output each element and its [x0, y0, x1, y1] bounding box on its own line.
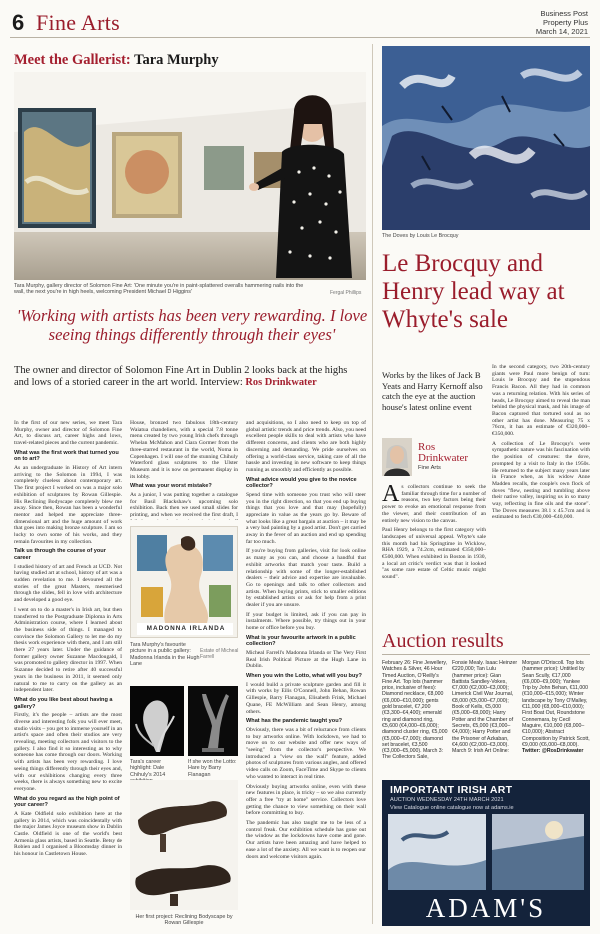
interview-question: When you win the Lotto, what will you buy?: [246, 673, 362, 680]
drop-cap: A: [382, 484, 400, 507]
auction-body-column-1: [382, 484, 486, 622]
author-role: Fine Arts: [418, 465, 441, 471]
interview-question: What do you like best about having a gallery?: [14, 696, 113, 710]
bronze-sculpture-illustration: [130, 780, 238, 910]
madonna-irlanda-illustration: [131, 527, 238, 638]
auction-standfirst: Works by the likes of Jack B Yeats and Harry Kernoff also catch the eye at the auction house's latest online event: [382, 370, 483, 412]
interview-question: What do you regard as the high point of your career?: [14, 795, 120, 809]
masthead-paper: Business Post: [540, 9, 588, 18]
interview-paragraph: Obviously buying artworks online, even with these new features in place, is tricky – so we also currently offer a free "try at home" service. Collectors love getting the chance to view something on their wall before committing to buy.: [246, 783, 366, 817]
masthead: [536, 9, 588, 36]
madonna-credit: Estate of Micheal Farrell: [200, 648, 239, 660]
interview-question: What advice would you give to the novice collector?: [246, 476, 357, 490]
feature-standfirst: [14, 365, 362, 390]
feature-column-3: [246, 420, 366, 925]
adams-advert[interactable]: [382, 780, 590, 926]
interview-question: What has the pandemic taught you?: [246, 718, 343, 725]
feature-column-1: [14, 420, 122, 925]
doves-caption: The Doves by Louis Le Brocquy: [382, 233, 459, 239]
interview-paragraph: I went on to do a master's in Irish art, but then transferred to the Postgraduate Diploma in Arts Administration course, where I learned about the business side of things. I managed to convince the Solomon Gallery to let me do my thesis work experience with them, and I am still there 27 years later. Under the guidance of former gallery owner Suzanne Macdougald, I was promoted to gallery director in 1997. When Suzanne decided to retire after 40 successful years in the business in 2011, it seemed only natural to me to carry on the gallery as an independent later.: [14, 606, 122, 694]
standfirst-text: The owner and director of Solomon Fine Art in Dublin 2 looks back at the highs and lows of a storied career in the art world. Interview:: [14, 365, 348, 389]
madonna-caption: Tara Murphy's favourite picture in a public gallery: Madonna Irlanda in the Hugh Lane: [130, 642, 200, 668]
interview-paragraph: Firstly, it's the people – artists are the most diverse and interesting folk you will ever meet, studio visits – you get to immerse yourself in an artist's space and often their studios are very revealing, meeting collectors and visitors to the gallery. I also find it so interesting as to why someone has come through our doors. Working with artists has been very rewarding. I love seeing things differently through their eyes and, with our exhibitions changing every three weeks, there is always something new to excite everyone.: [14, 712, 122, 792]
interview-paragraph: and acquisitions, so I also need to keep on top of global artistic trends and price trends. Also, you need excellent people skills to deal with artists who have different concerns, and clients who are both highly discerning and demanding. We pride ourselves on offering a world-class service, taking care of all the hassle and investing in new software to keep things running as smoothly and efficiently as possible.: [246, 420, 366, 473]
adams-logo: ADAM'S: [425, 893, 547, 923]
auction-body-4: A collection of Le Brocquy's were sympathetic nature was his fascination with the position of creatures: the dove, prompted by a visit to Italy in the 1950s. He returned to the subject many years later in France when, as his widow Anne Madden recalls, the couple's own flock of doves "flew, nesting and tumbling above their native valley, inspiring us in so many way, reflecting in fine oils and the stone". The Doves measures 38.1 x 45.7cm and is estimated to fetch €30,000–€40,000.: [492, 440, 590, 521]
page-header: [10, 8, 590, 38]
auction-twitter: Twitter: @RosDrinkwater: [522, 748, 584, 755]
auction-results-text-3: Morgan O'Driscoll. Top lots (hammer price): Untitled by Sean Scully, €17,000 (€6,000–€9,000); Yankee Trip by John Behan, €11,000 (€10,000–€15,000); Winter landscape by Tony O'Malley, €11,000 (€8,000–€10,000); First Boat Out, Roundstone Connemara, by Cecil Maguire, €10,000 (€8,000–€10,000); Abstract Composition by Patrick Scott, €9,000 (€6,000–€8,000).: [522, 660, 590, 748]
main-photo-caption: Tara Murphy, gallery director of Solomon Fine Art: 'One minute you're in paint-splattered overalls hammering nails into the wall, the next you're in high heels, welcoming President Michael D Higgins': [14, 283, 304, 296]
auction-headline: Le Brocquy and Henry lead way at Whyte's sale: [382, 250, 565, 333]
pull-quote: 'Working with artists has been very rewarding. I love seeing things differently through their eyes': [16, 306, 368, 344]
author-byline: [382, 438, 486, 478]
author-first-name: Ros: [418, 441, 436, 453]
hare-photo: [188, 686, 238, 756]
masthead-supplement: Property Plus: [542, 18, 588, 27]
advert-date: AUCTION WEDNESDAY 24TH MARCH 2021: [390, 797, 504, 803]
doves-painting-illustration: [382, 46, 590, 230]
interview-paragraph: Spend time with someone you trust who will steer you in the right direction, so that you end up buying things that you love and that may (hopefully) appreciate in value as the years go by. Beware of what looks like a great bargain at auction – it may be a very bad painting by a good artist. Don't get carried away in the fever of an auction and end up spending far too much.: [246, 491, 366, 545]
interview-paragraph: If your budget is limited, ask if you can pay in instalments. Where possible, try things out in your home or office before you buy.: [246, 611, 366, 632]
feature-column-2: [130, 420, 238, 520]
main-photo: [14, 72, 366, 280]
kicker-name: Tara Murphy: [134, 52, 219, 68]
page-number: 6: [12, 10, 25, 35]
gallery-interior-illustration: [14, 72, 366, 280]
auction-results-column-3: [522, 660, 590, 776]
column-divider: [372, 44, 373, 924]
interview-question: What was the first work that turned you on to art?: [14, 449, 119, 463]
auction-body-column-2: [492, 364, 590, 622]
auction-results-column-2: Fonsie Mealy. Isaac Heinzer €220,000; Tan Lulu (hammer price): Gian Battista Sandley-Vokes, €7,000 (€2,000–€3,000); Limerick Civil War Journal, €8,000 (€5,000–€7,000); Book of Kells, €5,000 (€5,000–€8,000); Harry Potter and the Chamber of Secrets, €5,000 (€3,000–€4,000); Harry Potter and the Prisoner of Azkaban, €4,600 (€2,000–€3,000). March 9: Irish Art Online:: [452, 660, 518, 755]
auction-results-rule: [382, 654, 590, 655]
auction-body-1: s collectors continue to seek the familiar through time for a number of reasons, two key factors being their power to evoke an emotional response from the viewer, and their contribution of an entirely new vision to the canvas.: [382, 484, 486, 524]
interview-paragraph: A Kate Oldfield solo exhibition here at the gallery in 2014, which was coincidentally with the major James Joyce museum show in Dublin Castle. Oldfield is one of the world's best Armenia glass artists, based in Seattle. Betsy de Robien and I organised a Bloomsday dinner in his honour in Castletown House.: [14, 810, 122, 858]
interview-question: What is your favourite artwork in a public collection?: [246, 634, 356, 648]
author-photo: [382, 438, 412, 476]
chihuly-photo: [130, 686, 184, 756]
interview-paragraph: As a junior, I was putting together a catalogue for Basil Blackshaw's upcoming solo exhibition. Back then we used small slides for printing, and when we received the first draft, I: [130, 491, 238, 519]
interview-paragraph: The pandemic has also taught me to be less of a control freak. Our exhibition schedule has gone out the window as the lockdowns have come and gone. Our artists have been amazing and have helped to ease a lot of the anxiety. All we want is to reopen our doors and welcome visitors again.: [246, 820, 366, 860]
advert-title: IMPORTANT IRISH ART: [390, 784, 513, 796]
interview-paragraph: I would build a private sculpture garden and fill it with works by Eilis O'Connell, John Behan, Rowan Gillespie, Barry Flanagan, Elisabeth Frink, Michael Quane, FE McWilliam and Sean Henry, among others.: [246, 681, 366, 715]
chihuly-caption: Tara's career highlight: Dale Chihuly's 2014: [130, 759, 166, 778]
main-photo-credit: Fergal Phillips: [330, 290, 362, 296]
interview-paragraph: Obviously, there was a bit of reluctance from clients to buy artworks online. With lockdown, we had to move on to our website and offer new ways of "seeing" from the collector's perspective. We introduced a "view on the wall" feature, added photos of sculptures from various angles, and offered video calls on Zoom, FaceTime and Skype to clients who wanted to interact in real time.: [246, 726, 366, 780]
auction-results-column-1: February 26: Fine Jewellery, Watches & Silver, 46 Hour Timed Auction, O'Reilly's Fine Art. Top lots (hammer price, inclusive of fees): Diamond necklace, €8,000 (€6,000–€10,000); gents gold bracelet, €7,200 (€3,300–€4,400); emerald ring and diamond ring, €5,600 (€4,000–€6,000); diamond cluster ring, €5,000 (€5,000–€7,000); diamond set bracelet, €3,500 (€3,000–€5,000). March 3: The Collectors Sale,: [382, 660, 448, 761]
masthead-date: March 14, 2021: [535, 27, 588, 36]
bodyscape-photo: [130, 780, 238, 910]
author-last-name: Drinkwater: [418, 452, 469, 464]
auction-body-3: In the second category, two 20th-century giants were Paul more benign of turn: Louis le Brocquy and the stupendous Francis Bacon. All they had in common was a returning relation. With his series of heads, Le Brocquy aimed to reveal the man behind the physical mask, and his image of Bacon captured that tortured soul as no other artist has done. Measuring 75 x 76cm, it has an estimate of €320,000–€350,000.: [492, 364, 590, 438]
section-title: Fine Arts: [36, 10, 120, 35]
interview-paragraph: I studied history of art and French at UCD. Not having studied art at school, history of art was a sudden revelation to me. I devoured all the stories of the great Masters, mesmerised through the slides, fell in love with architecture and developed a good eye.: [14, 563, 122, 604]
author-name: [418, 442, 468, 464]
interview-paragraph: In the first of our new series, we meet Tara Murphy, owner and director of Solomon Fine Art, to discuss art, career highs and lows, travel-related pieces and the current pandemic.: [14, 420, 122, 447]
painting-label: MADONNA IRLANDA: [146, 625, 226, 632]
feature-kicker: [14, 52, 219, 69]
interview-question: What was your worst mistake?: [130, 483, 212, 490]
bodyscape-caption: Her first project: Reclining Bodyscape by Rowan Gillespie: [135, 914, 233, 927]
interview-paragraph: If you're buying from galleries, visit for look online as many as you can, and choose a handful that exhibit artworks that match your taste. Build a relationship with some of the longer-established dealers – their advice and expertise are invaluable. Go to openings and talk to other collectors and artists. When buying prints, stick to smaller editions by established artists or ask for help from a print dealer if you are unsure.: [246, 548, 366, 609]
interview-question: Talk us through the course of your career: [14, 548, 106, 562]
standfirst-byline: Ros Drinkwater: [245, 377, 317, 389]
interview-paragraph: House, bronzed two fabulous 18th-century Waiatua chandeliers, with a special 7.8 tonne menu created by two young Irish chefs through Whelan McMahon and Ciara Gormer from the three-starred restaurant in the world, Noma in Copenhagen. I will one of the stunning Chihuly Waterford glass sculptures to the Ulster Museum and it is now on permanent display in its lobby.: [130, 420, 238, 480]
madonna-irlanda-photo: [130, 526, 238, 638]
doves-painting: [382, 46, 590, 230]
author-portrait-illustration: [382, 438, 412, 476]
kicker-series: Meet the Gallerist:: [14, 52, 131, 68]
hare-sculpture-illustration: [188, 686, 238, 756]
hare-caption: If she won the Lotto: Hare by Barry Flanagan: [188, 759, 237, 778]
glass-sculpture-illustration: [130, 686, 184, 756]
auction-body-2: Paul Henry belongs to the first category with landscapes of universal appeal. Whyte's sale this month had his Springtime in Wicklow, RHA 1929, a 74.2cm, estimated €350,000–€500,000. When exhibited in Boston in 1930, a local art critic's verdict was that it looked "as some rare estate of Celtic music might sound".: [382, 527, 486, 581]
auction-results-title: Auction results: [382, 630, 504, 652]
interview-paragraph: Micheal Farrell's Madonna Irlanda or The Very First Real Irish Political Picture at the Hugh Lane in Dublin.: [246, 650, 366, 670]
interview-paragraph: As an undergraduate in History of Art intern arriving to the Solomon in 1994, I was completely clueless about contemporary art. The first project I worked on was a major solo exhibition of sculptures by Rowan Gillespie. His Reclining Bodyscape completely blew me away. Since then, Rowan has been a wonderful mentor and helped me appreciate three-dimensional art and the huge amount of work that goes into making bronze sculpture. I am so lucky to own some of his works, and they remain favourites in my collection.: [14, 465, 122, 545]
advert-catalogue-link[interactable]: View Catalogue online catalogue now at adams.ie: [390, 805, 514, 811]
